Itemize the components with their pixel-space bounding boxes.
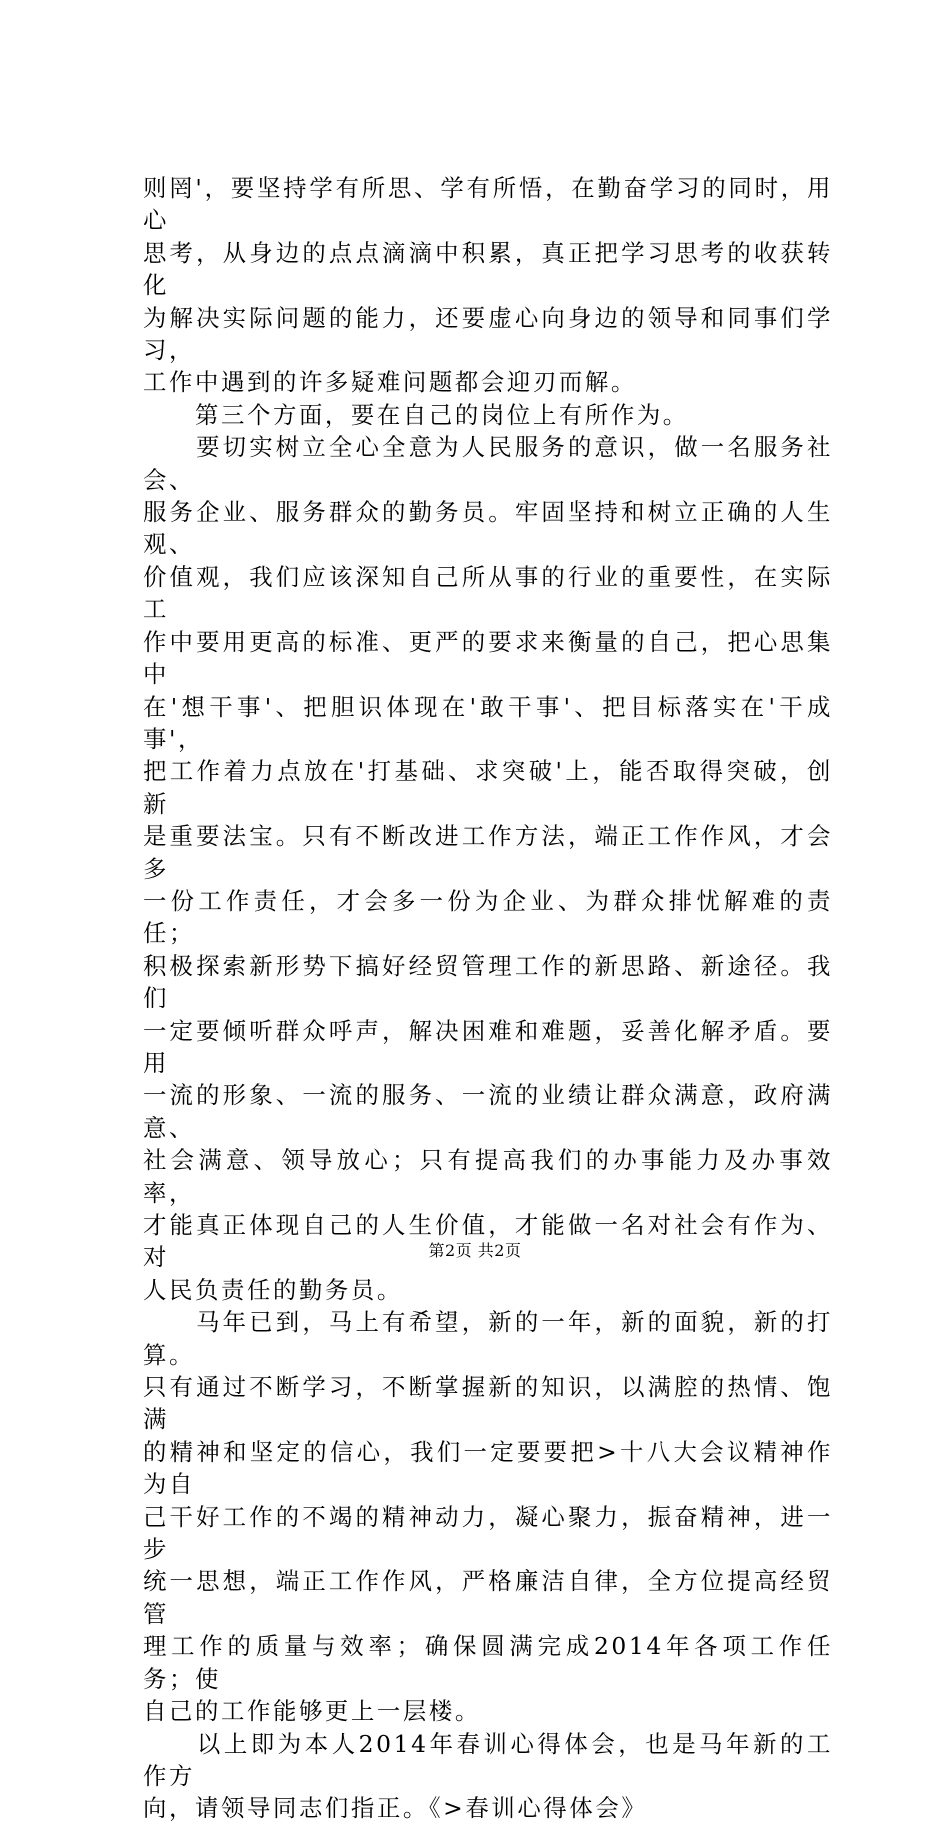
page-number-footer: 第2页 共2页: [428, 1241, 522, 1260]
paragraph-service-awareness: 要切实树立全心全意为人民服务的意识，做一名服务社会、 服务企业、服务群众的勤务员。牢固坚持和树立正确的人生观、 价值观，我们应该深知自己所从事的行业的重要性，在实际工 作中要用更高的标准、更严的要求来衡量的自己，把心思集中 在'想干事'、把胆识体现在'敢干事'、把目标落实在'干成事'， 把工作着力点放在'打基础、求突破'上，能否取得突破，创新 是重要法宝。只有不断改进工作方法，端正工作作风，才会多 一份工作责任，才会多一份为企业、为群众排忧解难的责任； 积极探索新形势下搞好经贸管理工作的新思路、新途径。我们 一定要倾听群众呼声，解决困难和难题，妥善化解矛盾。要用 一流的形象、一流的服务、一流的业绩让群众满意，政府满意、 社会满意、领导放心；只有提高我们的办事能力及办事效率， 才能真正体现自己的人生价值，才能做一名对社会有作为、对 人民负责任的勤务员。: [143, 433, 833, 1304]
paragraph-horse-year-outlook: 马年已到，马上有希望，新的一年，新的面貌，新的打算。 只有通过不断学习，不断掌握新的知识，以满腔的热情、饱满 的精神和坚定的信心，我们一定要要把>十八大会议精神作为自 己干好工作的不竭的精神动力，凝心聚力，振奋精神，进一步 统一思想，端正工作作风，严格廉洁自律，全方位提高经贸管 理工作的质量与效率；确保圆满完成2014年各项工作任务；使 自己的工作能够更上一层楼。: [143, 1308, 833, 1726]
paragraph-third-aspect-heading: 第三个方面，要在自己的岗位上有所作为。: [143, 400, 689, 429]
paragraph-learning-reflection: 则罔'，要坚持学有所思、学有所悟，在勤奋学习的同时，用心 思考，从身边的点点滴滴中积累，真正把学习思考的收获转化 为解决实际问题的能力，还要虚心向身边的领导和同事们学习， 工作中遇到的许多疑难问题都会迎刃而解。: [143, 174, 833, 397]
paragraph-conclusion: 以上即为本人2014年春训心得体会，也是马年新的工作方 向，请领导同志们指正。《>春训心得体会》: [143, 1729, 833, 1823]
document-body: [143, 172, 833, 1825]
